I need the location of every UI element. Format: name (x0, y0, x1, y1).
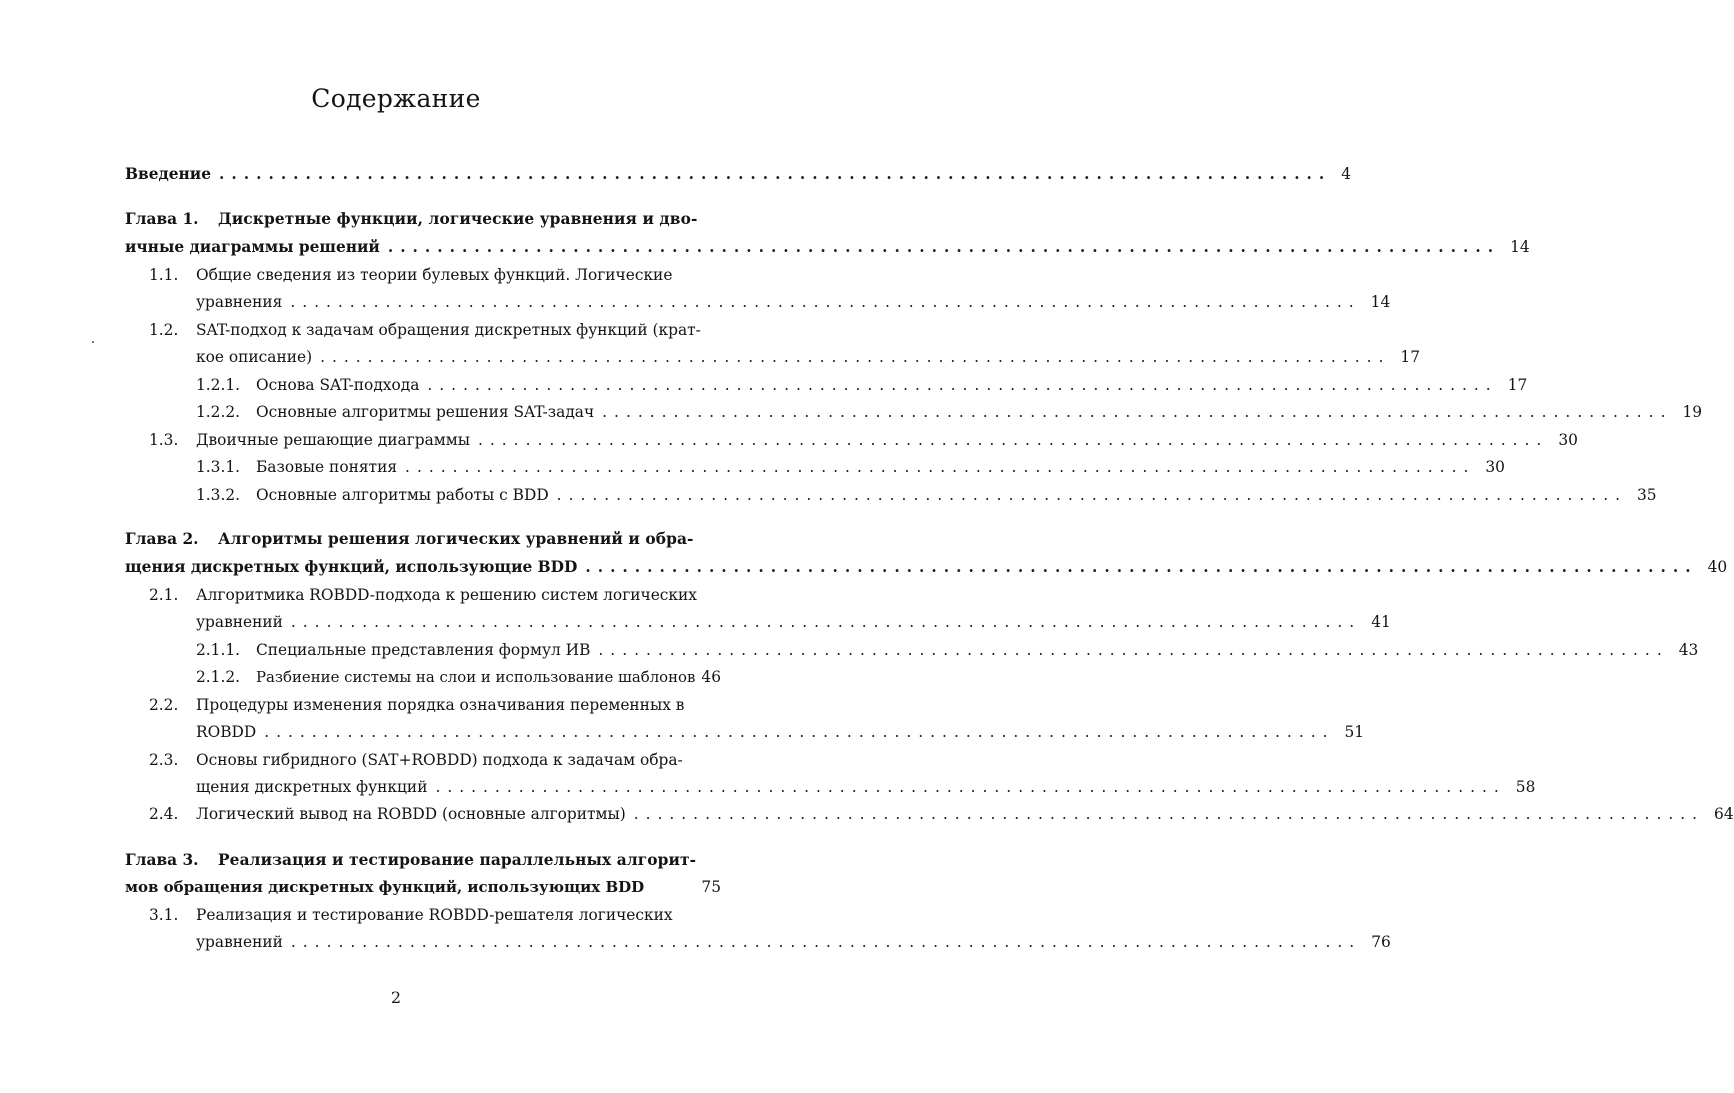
toc-chapter-1-title-line1[interactable]: Дискретные функции, логические уравнения и дво- (218, 210, 698, 228)
toc-chapter-1-label[interactable]: Глава 1. (125, 210, 199, 228)
toc-chapter-2-title-line1[interactable]: Алгоритмы решения логических уравнений и обра- (218, 530, 694, 548)
toc-section-number: 1.3. (149, 431, 179, 449)
toc-page-number: 40 (1707, 558, 1728, 576)
toc-page-number: 58 (1515, 778, 1536, 796)
toc-section-2-4[interactable] (196, 801, 1734, 827)
toc-page-number: 76 (1371, 933, 1391, 951)
toc-page-number: 43 (1678, 641, 1699, 659)
toc-subsection-1-2-1[interactable] (256, 372, 1528, 398)
leader-dots: .......................................................................................... (387, 238, 1501, 256)
leader-dots: .......................................................................................... (556, 486, 1627, 504)
toc-page-number: 17 (1507, 376, 1528, 394)
toc-entry-title: Основные алгоритмы решения SAT-задач (256, 403, 595, 421)
leader-dots: .......................................................................................... (633, 805, 1705, 823)
toc-entry-title: уравнений (196, 933, 283, 951)
toc-section-number: 2.4. (149, 805, 179, 823)
toc-subsection-number: 2.1.2. (196, 668, 241, 686)
toc-entry-title: Специальные представления формул ИВ (256, 641, 591, 659)
toc-subsection-1-3-2[interactable] (256, 482, 1657, 508)
toc-section-1-1-line2[interactable] (196, 289, 1391, 315)
toc-section-3-1-line1[interactable]: Реализация и тестирование ROBDD-решателя логических (196, 906, 673, 924)
toc-entry-title: ичные диаграммы решений (125, 238, 380, 256)
toc-section-1-3[interactable] (196, 427, 1578, 453)
toc-chapter-3-title-line1[interactable]: Реализация и тестирование параллельных алгорит- (218, 851, 697, 869)
leader-dots: .......................................................................................... (405, 458, 1476, 476)
toc-page-number: 17 (1400, 348, 1420, 366)
toc-page-number: 46 (701, 668, 721, 686)
toc-page-number: 75 (701, 878, 721, 896)
toc-page-number: 30 (1485, 458, 1505, 476)
toc-entry-title: щения дискретных функций, использующие BDD (125, 558, 578, 576)
toc-subsection-number: 1.3.2. (196, 486, 241, 504)
toc-page-number: 51 (1344, 723, 1365, 741)
toc-section-2-3-line2[interactable] (196, 774, 1536, 800)
toc-page-number: 64 (1714, 805, 1734, 823)
page-title: Содержание (311, 84, 481, 113)
toc-entry-title: уравнения (196, 293, 283, 311)
toc-entry-title: Базовые понятия (256, 458, 398, 476)
toc-entry-title: щения дискретных функций (196, 778, 428, 796)
toc-page-number: 4 (1341, 165, 1352, 183)
toc-section-number: 2.2. (149, 696, 179, 714)
toc-page-number: 30 (1558, 431, 1578, 449)
toc-subsection-number: 2.1.1. (196, 641, 241, 659)
toc-page-number: 14 (1510, 238, 1530, 256)
toc-page-number: 41 (1371, 613, 1391, 631)
leader-dots: .......................................................................................... (219, 165, 1332, 183)
toc-chapter-3-label[interactable]: Глава 3. (125, 851, 199, 869)
toc-entry-title: Разбиение системы на слои и использование шаблонов (256, 668, 696, 686)
toc-page-number: 14 (1370, 293, 1391, 311)
toc-section-1-2-line2[interactable] (196, 344, 1420, 370)
leader-dots: .......................................................................................... (478, 431, 1549, 449)
toc-entry-title: кое описание) (196, 348, 313, 366)
toc-entry-title: Введение (125, 165, 212, 183)
toc-entry-title: Основа SAT-подхода (256, 376, 420, 394)
leader-dots: .......................................................................................... (290, 293, 1361, 311)
toc-subsection-1-3-1[interactable] (256, 454, 1505, 480)
toc-section-1-1-line1[interactable]: Общие сведения из теории булевых функций. Логические (196, 266, 673, 284)
leader-dots: .......................................................................................... (320, 348, 1391, 366)
toc-entry-title: Логический вывод на ROBDD (основные алгоритмы) (196, 805, 626, 823)
toc-chapter-2-label[interactable]: Глава 2. (125, 530, 199, 548)
toc-section-number: 1.2. (149, 321, 179, 339)
toc-entry-intro[interactable] (125, 161, 1352, 187)
leader-dots: .......................................................................................... (598, 641, 1669, 659)
leader-dots: .......................................................................................... (290, 933, 1362, 951)
toc-chapter-2-title-line2[interactable] (125, 554, 1728, 580)
toc-subsection-number: 1.2.1. (196, 376, 241, 394)
toc-entry-title: уравнений (196, 613, 283, 631)
toc-entry-title: Двоичные решающие диаграммы (196, 431, 470, 449)
leader-dots: .......................................................................................... (602, 403, 1673, 421)
toc-page-number: 35 (1636, 486, 1657, 504)
toc-section-number: 2.3. (149, 751, 179, 769)
toc-chapter-1-title-line2[interactable] (125, 234, 1530, 260)
toc-section-3-1-line2[interactable] (196, 929, 1391, 955)
leader-dots: .......................................................................................... (427, 376, 1498, 394)
leader-dots: .......................................................................................... (435, 778, 1506, 796)
toc-section-2-1-line1[interactable]: Алгоритмика ROBDD-подхода к решению систем логических (196, 586, 697, 604)
toc-subsection-2-1-1[interactable] (256, 637, 1699, 663)
page-number: 2 (390, 988, 402, 1007)
toc-section-2-1-line2[interactable] (196, 609, 1391, 635)
toc-section-2-2-line2[interactable] (196, 719, 1365, 745)
toc-section-number: 3.1. (149, 906, 179, 924)
toc-section-2-3-line1[interactable]: Основы гибридного (SAT+ROBDD) подхода к задачам обра- (196, 751, 683, 769)
toc-section-number: 2.1. (149, 586, 179, 604)
toc-entry-title: Основные алгоритмы работы с BDD (256, 486, 549, 504)
toc-page-number: 19 (1682, 403, 1703, 421)
toc-entry-title: ROBDD (196, 723, 257, 741)
toc-subsection-1-2-2[interactable] (256, 399, 1703, 425)
leader-dots: .......................................................................................... (585, 558, 1698, 576)
toc-entry-title: мов обращения дискретных функций, использующих BDD (125, 878, 645, 896)
leader-dots: .......................................................................................... (290, 613, 1362, 631)
toc-subsection-number: 1.3.1. (196, 458, 241, 476)
toc-subsection-number: 1.2.2. (196, 403, 241, 421)
scan-speck (92, 341, 94, 343)
toc-subsection-2-1-2[interactable] (256, 664, 721, 690)
toc-section-1-2-line1[interactable]: SAT-подход к задачам обращения дискретных функций (крат- (196, 321, 701, 339)
toc-section-2-2-line1[interactable]: Процедуры изменения порядка означивания переменных в (196, 696, 685, 714)
toc-chapter-3-title-line2[interactable] (125, 874, 721, 900)
leader-dots: .......................................................................................... (264, 723, 1335, 741)
toc-section-number: 1.1. (149, 266, 179, 284)
